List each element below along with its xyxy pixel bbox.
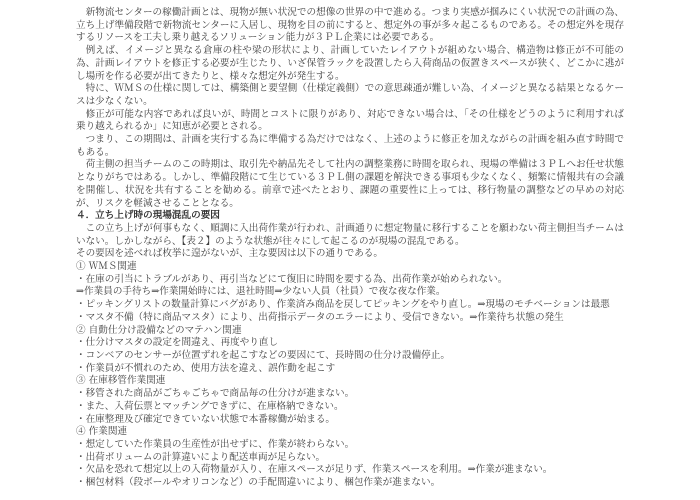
paragraph-shipper-team: 荷主側の担当チームのこの時期は、取引先や納品先そして社内の調整業務に時間を取られ、現場の準備は３ＰＬへお任せ状態となりがちではある。しかし、準備段階にて生じている３ＰＬ側の課題を解決できる事項も少なくなく、頻繁に情報共有の会議を開催し、状況を共有することを勧める。前章で述べたとおり、課題の重要性に上っては、移行物量の調整などの早めの対応が、リスクを軽減させることとなる。 [76,159,624,209]
section-heading-4: ４．立ち上げ時の現場混乱の要因 [76,210,220,222]
bullet-slip-matching: ・また、入荷伝票とマッチングできずに、在庫格納できない。 [76,400,344,412]
bullet-master-data-defect: ・マスタ不備（特に商品マスタ）により、出荷指示データのエラーにより、受信できない。⇒作業待ち状態の発生 [76,311,564,323]
numbered-item-4-operations: ④ 作業関連 [76,426,128,438]
bullet-packing-materials: ・梱包材料（段ボールやオリコンなど）の手配間違いにより、梱包作業が進まない。 [76,477,441,489]
bullet-worker-unfamiliar: ・作業員が不慣れのため、使用方法を違え、誤作動を起こす [76,362,336,374]
bullet-conveyor-sensor: ・コンベアのセンサーが位置ずれを起こすなどの要因にて、長時間の仕分け設備停止。 [76,349,450,361]
paragraph-launch-confusion: この立ち上げが何事もなく、順調に入出荷作業が行われ、計画通りに想定物量に移行することを願わない荷主側担当チームはいない。しかしながら、【表２】のような状態が往々にして起こるのが現場の混乱である。 [76,222,624,247]
paragraph-replanning-period: つまり、この期間は、計画を実行する為に準備する為だけではなく、上述のように修正を加えながらの計画を組み直す時間でもある。 [76,134,624,158]
numbered-item-2-material-handling: ② 自動仕分け設備などのマテハン関連 [76,324,242,336]
paragraph-layout-example: 例えば、イメージと異なる倉庫の柱や梁の形状により、計画していたレイアウトが組めない場合、構造物は修正が不可能の為、計画レイアウトを修正する必要が生じたり、いざ保管ラックを設置したら入荷商品の仮置きスペースが狭く、どこかに逃がし場所を作る必要が出てきたりと、様々な想定外が発生する。 [76,45,624,82]
numbered-item-1-wms: ① ＷＭＳ関連 [76,261,137,273]
bullet-transferred-goods-mixed: ・移管された商品がごちゃごちゃで商品毎の仕分けが進まない。 [76,388,355,400]
bullet-picking-list-bug: ・ピッキングリストの数量計算にバグがあり、作業済み商品を戻してピッキングをやり直し。⇒現場のモチベーションは最悪 [76,299,610,311]
bullet-sorting-master-error: ・仕分けマスタの設定を間違え、再度やり直し [76,337,279,349]
numbered-item-3-stock-transfer: ③ 在庫移管作業関連 [76,375,166,387]
bullet-inventory-unconfirmed: ・在庫整理及び確定できていない状態で本番稼働が始まる。 [76,413,336,425]
arrow-line-worker-waiting: ⇒作業員の手待ち⇒作業開始時には、退社時間⇒少ない人員（社員）で夜な夜な作業。 [76,286,446,298]
bullet-worker-productivity: ・想定していた作業員の生産性が出せずに、作業が終わらない。 [76,438,355,450]
bullet-inventory-allocation: ・在庫の引当にトラブルがあり、再引当などにて復旧に時間を要する為、出荷作業が始められない。 [76,273,508,285]
paragraph-planning-intro: 新物流センターの稼働計画とは、現物が無い状況での想像の世界の中で進める。つまり実感が掴みにくい状況での計画の為、立ち上げ準備段階で新物流センターに入居し、現物を目の前にすると、想定外の事が多々起こるものである。その想定外を現存するリソースを工夫し乗り越えるソリューション能力が３ＰＬ企業には必要である。 [76,7,624,44]
paragraph-main-causes-lead: その要因を述べれば枚挙に遑がないが、主な要因は以下の通りである。 [76,248,383,260]
paragraph-correction-limits: 修正が可能な内容であれば良いが、時間とコストに限りがあり、対応できない場合は、「その仕様をどうのように利用すれば乗り越えられるか」に知恵が必要とされる。 [76,108,624,133]
paragraph-wms-spec: 特に、ＷＭＳの仕様に関しては、構築側と要望側（仕様定義側）での意思疎通が難しい為、イメージと異なる結果となるケースは少なくない。 [76,83,624,107]
bullet-excess-inbound-volume: ・欠品を恐れて想定以上の入荷物量が入り、在庫スペースが足りず、作業スペースを利用。⇒作業が進まない。 [76,464,553,476]
bullet-delivery-vehicles: ・出荷ボリュームの計算違いにより配送車両が足らない。 [76,451,326,463]
